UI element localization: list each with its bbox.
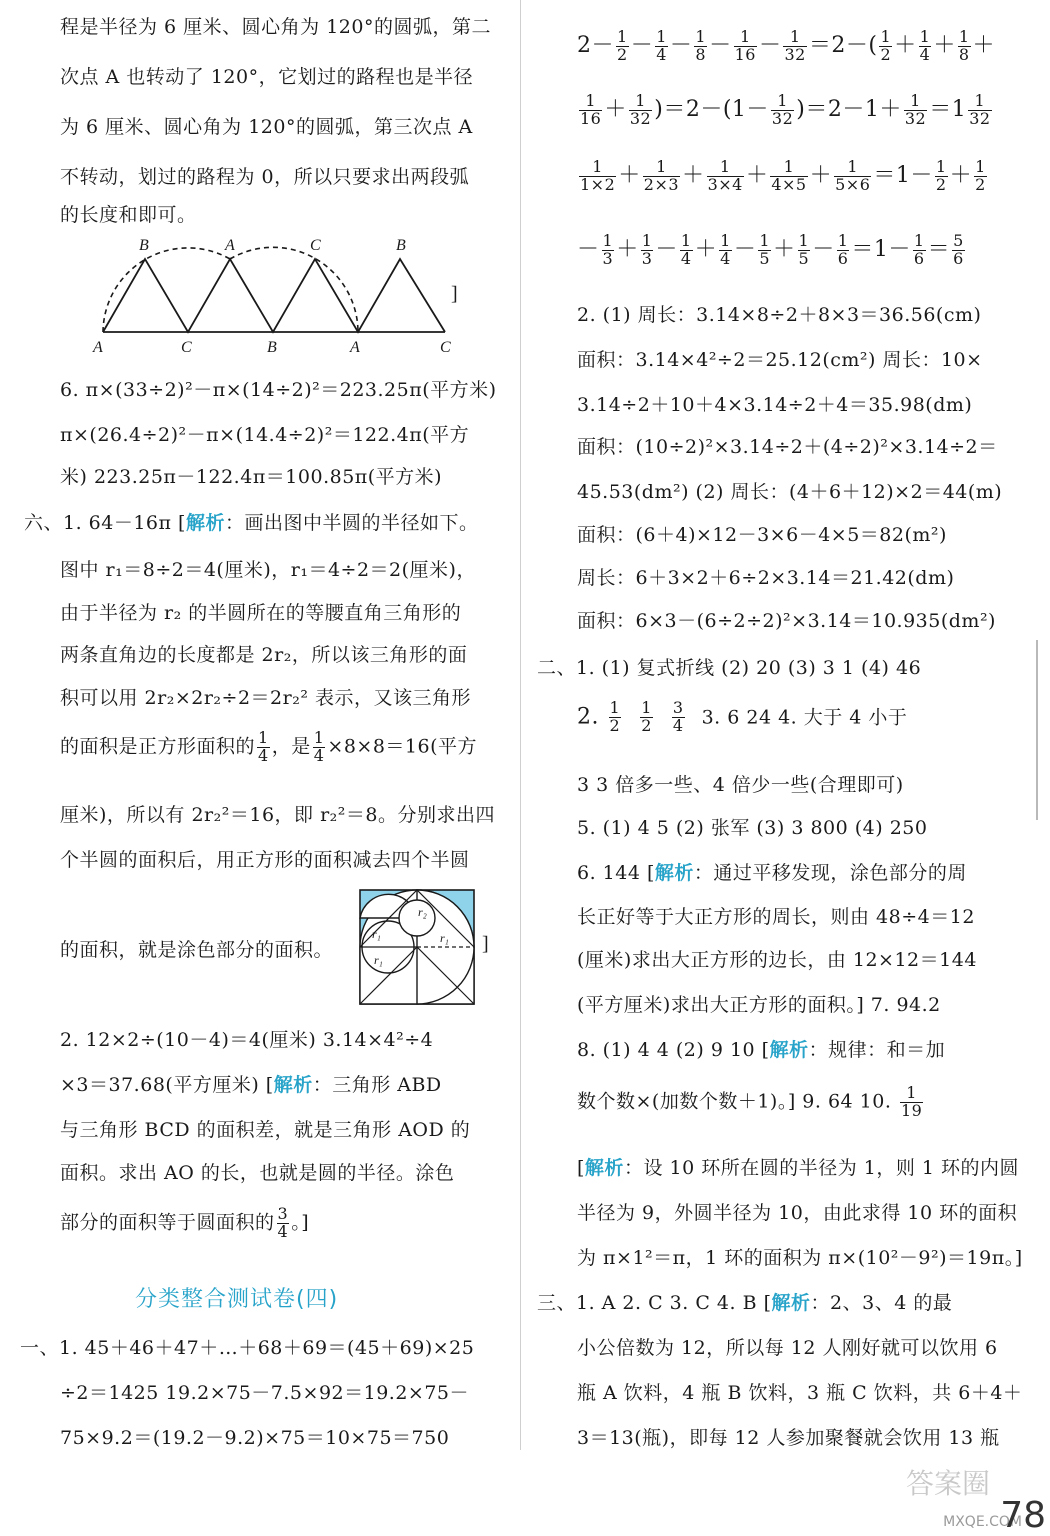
bracket: ] xyxy=(451,283,458,305)
fraction xyxy=(734,26,757,64)
fig-label: r₁ xyxy=(374,953,383,967)
fraction xyxy=(783,26,806,64)
equation-line: － $\frac{1}{3}$ ＋ $\frac{1}{3}$ － $\frac{1}{4}$ ＋ $\frac{1}{4}$ － $\frac{1}{5}$ ＋ $\frac{1}{5}$ － $\frac{1}{6}$ ＝1－ $\frac{1}{6}$ ＝ $\frac{5}{6}$ xyxy=(577,230,964,268)
text-line: 图中 r₁＝8÷2＝4(厘米)，r₁＝4÷2＝2(厘米)， xyxy=(60,559,476,581)
text-span: ：规律：和＝加 xyxy=(808,1039,946,1061)
denominator: 8 xyxy=(695,44,707,64)
text-line: 不转动，划过的路程为 0，所以只要求出两段弧 xyxy=(60,166,470,188)
fraction xyxy=(602,230,615,268)
denominator: 3 xyxy=(602,248,614,268)
numerator: 1 xyxy=(609,698,621,717)
analysis-tag: 解析 xyxy=(273,1074,313,1096)
column-divider xyxy=(520,0,521,1450)
text-line: 45.53(dm²) (2) 周长：(4＋6＋12)×2＝44(m) xyxy=(577,481,1003,503)
text-span: 的面积是正方形面积的 xyxy=(60,735,256,758)
text-line: 程是半径为 6 厘米、圆心角为 120°的圆弧，第二 xyxy=(60,16,491,38)
answer-1: 一、1. 45＋46＋47＋…＋68＋69＝(45＋69)×25 xyxy=(20,1337,475,1359)
denominator: 3×4 xyxy=(707,174,743,194)
denominator: 5 xyxy=(759,248,771,268)
numerator: 1 xyxy=(771,93,794,111)
denominator: 4 xyxy=(313,745,325,765)
denominator: 2 xyxy=(609,715,621,735)
fraction xyxy=(672,700,685,735)
fraction xyxy=(313,730,326,765)
fraction xyxy=(974,156,987,194)
text-line: 为 π×1²＝π，1 环的面积为 π×(10²－9²)＝19π。] xyxy=(577,1247,1023,1269)
numerator: 1 xyxy=(798,230,810,250)
text-span: ：设 10 环所在圆的半径为 1，则 1 环的内圆 xyxy=(623,1157,1019,1179)
numerator: 1 xyxy=(617,26,628,46)
answer-8 xyxy=(577,1035,945,1062)
fraction xyxy=(579,156,616,194)
text-span: ×8×8＝16(平方 xyxy=(327,735,478,758)
fig-label: r₁ xyxy=(372,927,381,941)
fraction xyxy=(919,26,932,64)
numerator: 1 xyxy=(258,728,269,747)
text-span: 6. 144 [ xyxy=(577,862,655,884)
analysis-tag: 解析 xyxy=(584,1157,624,1179)
fraction xyxy=(719,230,732,268)
text-span: ：通过平移发现，涂色部分的周 xyxy=(693,862,967,884)
square-semicircles-figure xyxy=(358,888,498,1008)
text-span: 部分的面积等于圆面积的 xyxy=(60,1211,275,1234)
text-span: 2－ xyxy=(577,33,614,58)
denominator: 4 xyxy=(656,44,667,64)
text-span: 三、1. A 2. C 3. C 4. B [ xyxy=(537,1292,772,1314)
denominator: 32 xyxy=(771,108,794,128)
bracket: ] xyxy=(482,933,489,955)
fraction xyxy=(629,90,652,128)
text-line xyxy=(60,1070,442,1097)
fig-label: B xyxy=(139,237,149,254)
numerator: 1 xyxy=(880,26,892,46)
fraction xyxy=(771,90,794,128)
denominator: 4 xyxy=(277,1221,289,1241)
text-line: π×(26.4÷2)²－π×(14.4÷2)²＝122.4π(平方 xyxy=(60,424,470,446)
numerator: 1 xyxy=(734,29,757,47)
fraction xyxy=(900,1085,923,1120)
text-line: 面积：(6＋4)×12－3×6－4×5＝82(m²) xyxy=(577,524,947,546)
denominator: 4 xyxy=(680,248,692,268)
text-line: 3 3 倍多一些、4 倍少一些(合理即可) xyxy=(577,774,904,796)
denominator: 19 xyxy=(900,1100,923,1120)
numerator: 1 xyxy=(900,1085,923,1103)
fig-label: B xyxy=(396,237,406,254)
text-line: 面积：3.14×4²÷2＝25.12(cm²) 周长：10× xyxy=(577,349,983,371)
text-span: 8. (1) 4 4 (2) 9 10 [ xyxy=(577,1039,770,1061)
denominator: 5 xyxy=(798,248,810,268)
denominator: 4 xyxy=(672,715,684,735)
text-span: 。] xyxy=(291,1211,310,1234)
text-line: 个半圆的面积后，用正方形的面积减去四个半圆 xyxy=(60,849,470,871)
answer-5: 5. (1) 4 5 (2) 张军 (3) 3 800 (4) 250 xyxy=(577,817,928,839)
numerator: 1 xyxy=(759,230,771,250)
fig-label: r₂ xyxy=(418,905,427,919)
numerator: 1 xyxy=(783,29,806,47)
fig-label: B xyxy=(267,339,277,356)
numerator: 1 xyxy=(629,93,652,111)
answer-2: 2. (1) 周长：3.14×8÷2＋8×3＝36.56(cm) xyxy=(577,304,982,326)
equation-line: $\frac{1}{16}$ ＋ $\frac{1}{32}$ )＝2－(1－ $\frac{1}{32}$ )＝2－1＋ $\frac{1}{32}$ ＝1 $\frac{1}{32}$ xyxy=(580,90,991,128)
text-line: 周长：6＋3×2＋6÷2×3.14＝21.42(dm) xyxy=(577,567,955,589)
numerator: 1 xyxy=(579,159,616,177)
text-span: ＝1 xyxy=(929,97,967,122)
denominator: 6 xyxy=(913,248,925,268)
numerator: 1 xyxy=(720,230,731,250)
numerator: 3 xyxy=(672,698,684,717)
section-title: 分类整合测试卷(四) xyxy=(135,1287,339,1312)
fraction xyxy=(609,700,622,735)
fraction xyxy=(257,730,270,765)
fraction xyxy=(680,230,693,268)
analysis-tag: 解析 xyxy=(654,862,694,884)
numerator: 1 xyxy=(904,93,927,111)
answer-2: 2. 12×2÷(10－4)＝4(厘米) 3.14×4²÷4 xyxy=(60,1029,434,1051)
numerator: 1 xyxy=(707,159,744,177)
text-line: 小公倍数为 12，所以每 12 人刚好就可以饮用 6 xyxy=(577,1337,998,1359)
watermark-logo: 答案圈 xyxy=(905,1467,990,1500)
denominator: 1×2 xyxy=(580,174,616,194)
denominator: 32 xyxy=(969,108,991,128)
text-span: 2. xyxy=(577,704,599,730)
text-line: 3＝13(瓶)，即每 12 人参加聚餐就会饮用 13 瓶 xyxy=(577,1427,1000,1449)
numerator: 1 xyxy=(935,156,947,176)
numerator: 1 xyxy=(313,728,325,747)
text-line: 米) 223.25π－122.4π＝100.85π(平方米) xyxy=(60,466,443,488)
denominator: 2 xyxy=(935,174,947,194)
numerator: 1 xyxy=(643,159,680,177)
numerator: 1 xyxy=(641,230,653,250)
fraction xyxy=(643,156,680,194)
section-three-line xyxy=(537,1288,952,1315)
text-span: ×3＝37.68(平方厘米) [ xyxy=(60,1074,274,1096)
text-line: 面积：6×3－(6÷2÷2)²×3.14＝10.935(dm²) xyxy=(577,610,996,632)
numerator: 1 xyxy=(837,230,849,250)
text-line: 75×9.2＝(19.2－9.2)×75＝10×75＝750 xyxy=(60,1427,450,1449)
fraction xyxy=(277,1206,290,1241)
answer-label: 六、1. 64－16π [ xyxy=(24,512,186,534)
text-span: ，是 xyxy=(271,735,311,758)
fraction xyxy=(904,90,927,128)
denominator: 2×3 xyxy=(643,174,680,194)
numerator: 1 xyxy=(919,26,931,46)
fraction xyxy=(694,26,707,64)
denominator: 4 xyxy=(919,44,931,64)
page-number: 78 xyxy=(1000,1495,1046,1536)
text-span: ＝1－ xyxy=(851,237,911,262)
text-span: 3. 6 24 4. 大于 4 小于 xyxy=(701,706,908,729)
watermark: MXQE.COM xyxy=(943,1514,1022,1530)
equation-line: $\frac{1}{1\times 2}$ ＋ $\frac{1}{2\times 3}$ ＋ $\frac{1}{3\times 4}$ ＋ $\frac{1}{4\times 5}$ ＋ $\frac{1}{5\times 6}$ ＝1－ $\frac{1}{2}$ ＋ $\frac{1}{2}$ xyxy=(580,156,986,194)
fraction xyxy=(837,230,850,268)
text-line: 积可以用 2r₂×2r₂÷2＝2r₂² 表示，又该三角形 xyxy=(60,687,471,709)
fig-label: C xyxy=(440,339,451,356)
text-line: 为 6 厘米、圆心角为 120°的圆弧，第三次点 A xyxy=(60,116,473,138)
denominator: 2 xyxy=(617,44,628,64)
denominator: 2 xyxy=(641,715,652,735)
section-two-line: 二、1. (1) 复式折线 (2) 20 (3) 3 1 (4) 46 xyxy=(537,657,922,679)
text-span: )＝2－1＋ xyxy=(796,97,902,122)
text-line-fraction xyxy=(60,1206,309,1241)
text-line: 3.14÷2＋10＋4×3.14÷2＋4＝35.98(dm) xyxy=(577,394,973,416)
denominator: 2 xyxy=(880,44,892,64)
numerator: 3 xyxy=(277,1204,289,1223)
fraction xyxy=(935,156,948,194)
numerator: 1 xyxy=(958,26,970,46)
text-line: 长正好等于大正方形的周长，则由 48÷4＝12 xyxy=(577,906,975,928)
denominator: 3 xyxy=(641,248,653,268)
numerator: 1 xyxy=(579,93,602,111)
text-line: 面积：(10÷2)²×3.14÷2＋(4÷2)²×3.14÷2＝ xyxy=(577,436,998,458)
analysis-10 xyxy=(577,1153,1019,1180)
text-line: 由于半径为 r₂ 的半圆所在的等腰直角三角形的 xyxy=(60,602,462,624)
numerator: 1 xyxy=(770,159,807,177)
analysis-tag: 解析 xyxy=(771,1292,811,1314)
fraction xyxy=(640,700,653,735)
analysis-tag: 解析 xyxy=(185,512,225,534)
denominator: 4×5 xyxy=(771,174,807,194)
denominator: 4 xyxy=(720,248,731,268)
fig-label: A xyxy=(225,237,235,254)
analysis-text: ：画出图中半圆的半径如下。 xyxy=(224,512,479,534)
fraction xyxy=(579,90,602,128)
text-span: 数个数×(加数个数＋1)。] 9. 64 10. xyxy=(577,1090,892,1113)
text-span: ＝2－( xyxy=(808,33,878,58)
numerator: 1 xyxy=(968,93,991,111)
fig-label: C xyxy=(181,339,192,356)
edge-mark xyxy=(1036,640,1038,820)
fig-label: r₁ xyxy=(440,931,449,945)
section-six-line xyxy=(24,508,479,535)
text-line-fraction xyxy=(60,730,477,765)
text-line: 两条直角边的长度都是 2r₂，所以该三角形的面 xyxy=(60,644,468,666)
numerator: 1 xyxy=(975,156,986,176)
text-span: [ xyxy=(577,1157,585,1179)
text-line: ÷2＝1425 19.2×75－7.5×92＝19.2×75－ xyxy=(60,1382,470,1404)
text-line: 面积。求出 AO 的长，也就是圆的半径。涂色 xyxy=(60,1162,455,1184)
text-line: 次点 A 也转动了 120°，它划过的路程也是半径 xyxy=(60,66,474,88)
denominator: 32 xyxy=(784,44,806,64)
text-line-fraction xyxy=(577,1085,925,1120)
fig-label: A xyxy=(93,339,103,356)
denominator: 5×6 xyxy=(835,174,871,194)
text-line: 厘米)，所以有 2r₂²＝16，即 r₂²＝8。分别求出四 xyxy=(60,804,495,826)
answer-6 xyxy=(577,858,967,885)
numerator: 1 xyxy=(680,230,692,250)
numerator: 1 xyxy=(656,26,667,46)
fig-label: A xyxy=(350,339,360,356)
fraction xyxy=(655,26,668,64)
fraction xyxy=(707,156,744,194)
text-span: )＝2－(1－ xyxy=(654,97,769,122)
numerator: 1 xyxy=(695,26,707,46)
numerator: 1 xyxy=(834,159,871,177)
text-line: 瓶 A 饮料，4 瓶 B 饮料，3 瓶 C 饮料，共 6＋4＋ xyxy=(577,1382,1023,1404)
text-line: 的面积，就是涂色部分的面积。 xyxy=(60,939,334,961)
fraction xyxy=(641,230,654,268)
analysis-tag: 解析 xyxy=(769,1039,809,1061)
fraction xyxy=(798,230,811,268)
fraction xyxy=(968,90,991,128)
answer-6: 6. π×(33÷2)²－π×(14÷2)²＝223.25π(平方米) xyxy=(60,379,497,401)
denominator: 32 xyxy=(904,108,927,128)
text-line: (平方厘米)求出大正方形的面积。] 7. 94.2 xyxy=(577,994,941,1016)
text-line: 与三角形 BCD 的面积差，就是三角形 AOD 的 xyxy=(60,1119,471,1141)
text-line: 半径为 9，外圆半径为 10，由此求得 10 环的面积 xyxy=(577,1202,1018,1224)
denominator: 6 xyxy=(953,248,964,268)
numerator: 5 xyxy=(953,230,964,250)
numerator: 1 xyxy=(602,230,614,250)
denominator: 6 xyxy=(837,248,849,268)
fraction xyxy=(913,230,926,268)
text-span: ：2、3、4 的最 xyxy=(810,1292,953,1314)
answer-2-fractions xyxy=(577,700,907,735)
fraction xyxy=(758,230,771,268)
denominator: 16 xyxy=(580,108,602,128)
denominator: 2 xyxy=(975,174,986,194)
fraction xyxy=(616,26,629,64)
denominator: 8 xyxy=(958,44,970,64)
rolling-triangle-figure xyxy=(85,232,485,357)
fraction xyxy=(958,26,971,64)
text-span: ＝1－ xyxy=(873,163,933,188)
numerator: 1 xyxy=(641,698,652,717)
fig-label: C xyxy=(310,237,321,254)
fraction xyxy=(952,230,965,268)
denominator: 16 xyxy=(734,44,756,64)
denominator: 4 xyxy=(258,745,269,765)
fraction xyxy=(770,156,807,194)
text-span: ：三角形 ABD xyxy=(312,1074,442,1096)
equation-line: 2－ $\frac{1}{2}$ － $\frac{1}{4}$ － $\frac{1}{8}$ － $\frac{1}{16}$ － $\frac{1}{32}$ ＝2－( $\frac{1}{2}$ ＋ $\frac{1}{4}$ ＋ $\frac{1}{8}$ ＋ xyxy=(577,26,996,64)
text-line: 的长度和即可。 xyxy=(60,204,197,226)
fraction xyxy=(879,26,892,64)
text-line: (厘米)求出大正方形的边长，由 12×12＝144 xyxy=(577,949,977,971)
numerator: 1 xyxy=(913,230,925,250)
fraction xyxy=(834,156,871,194)
denominator: 32 xyxy=(629,108,652,128)
